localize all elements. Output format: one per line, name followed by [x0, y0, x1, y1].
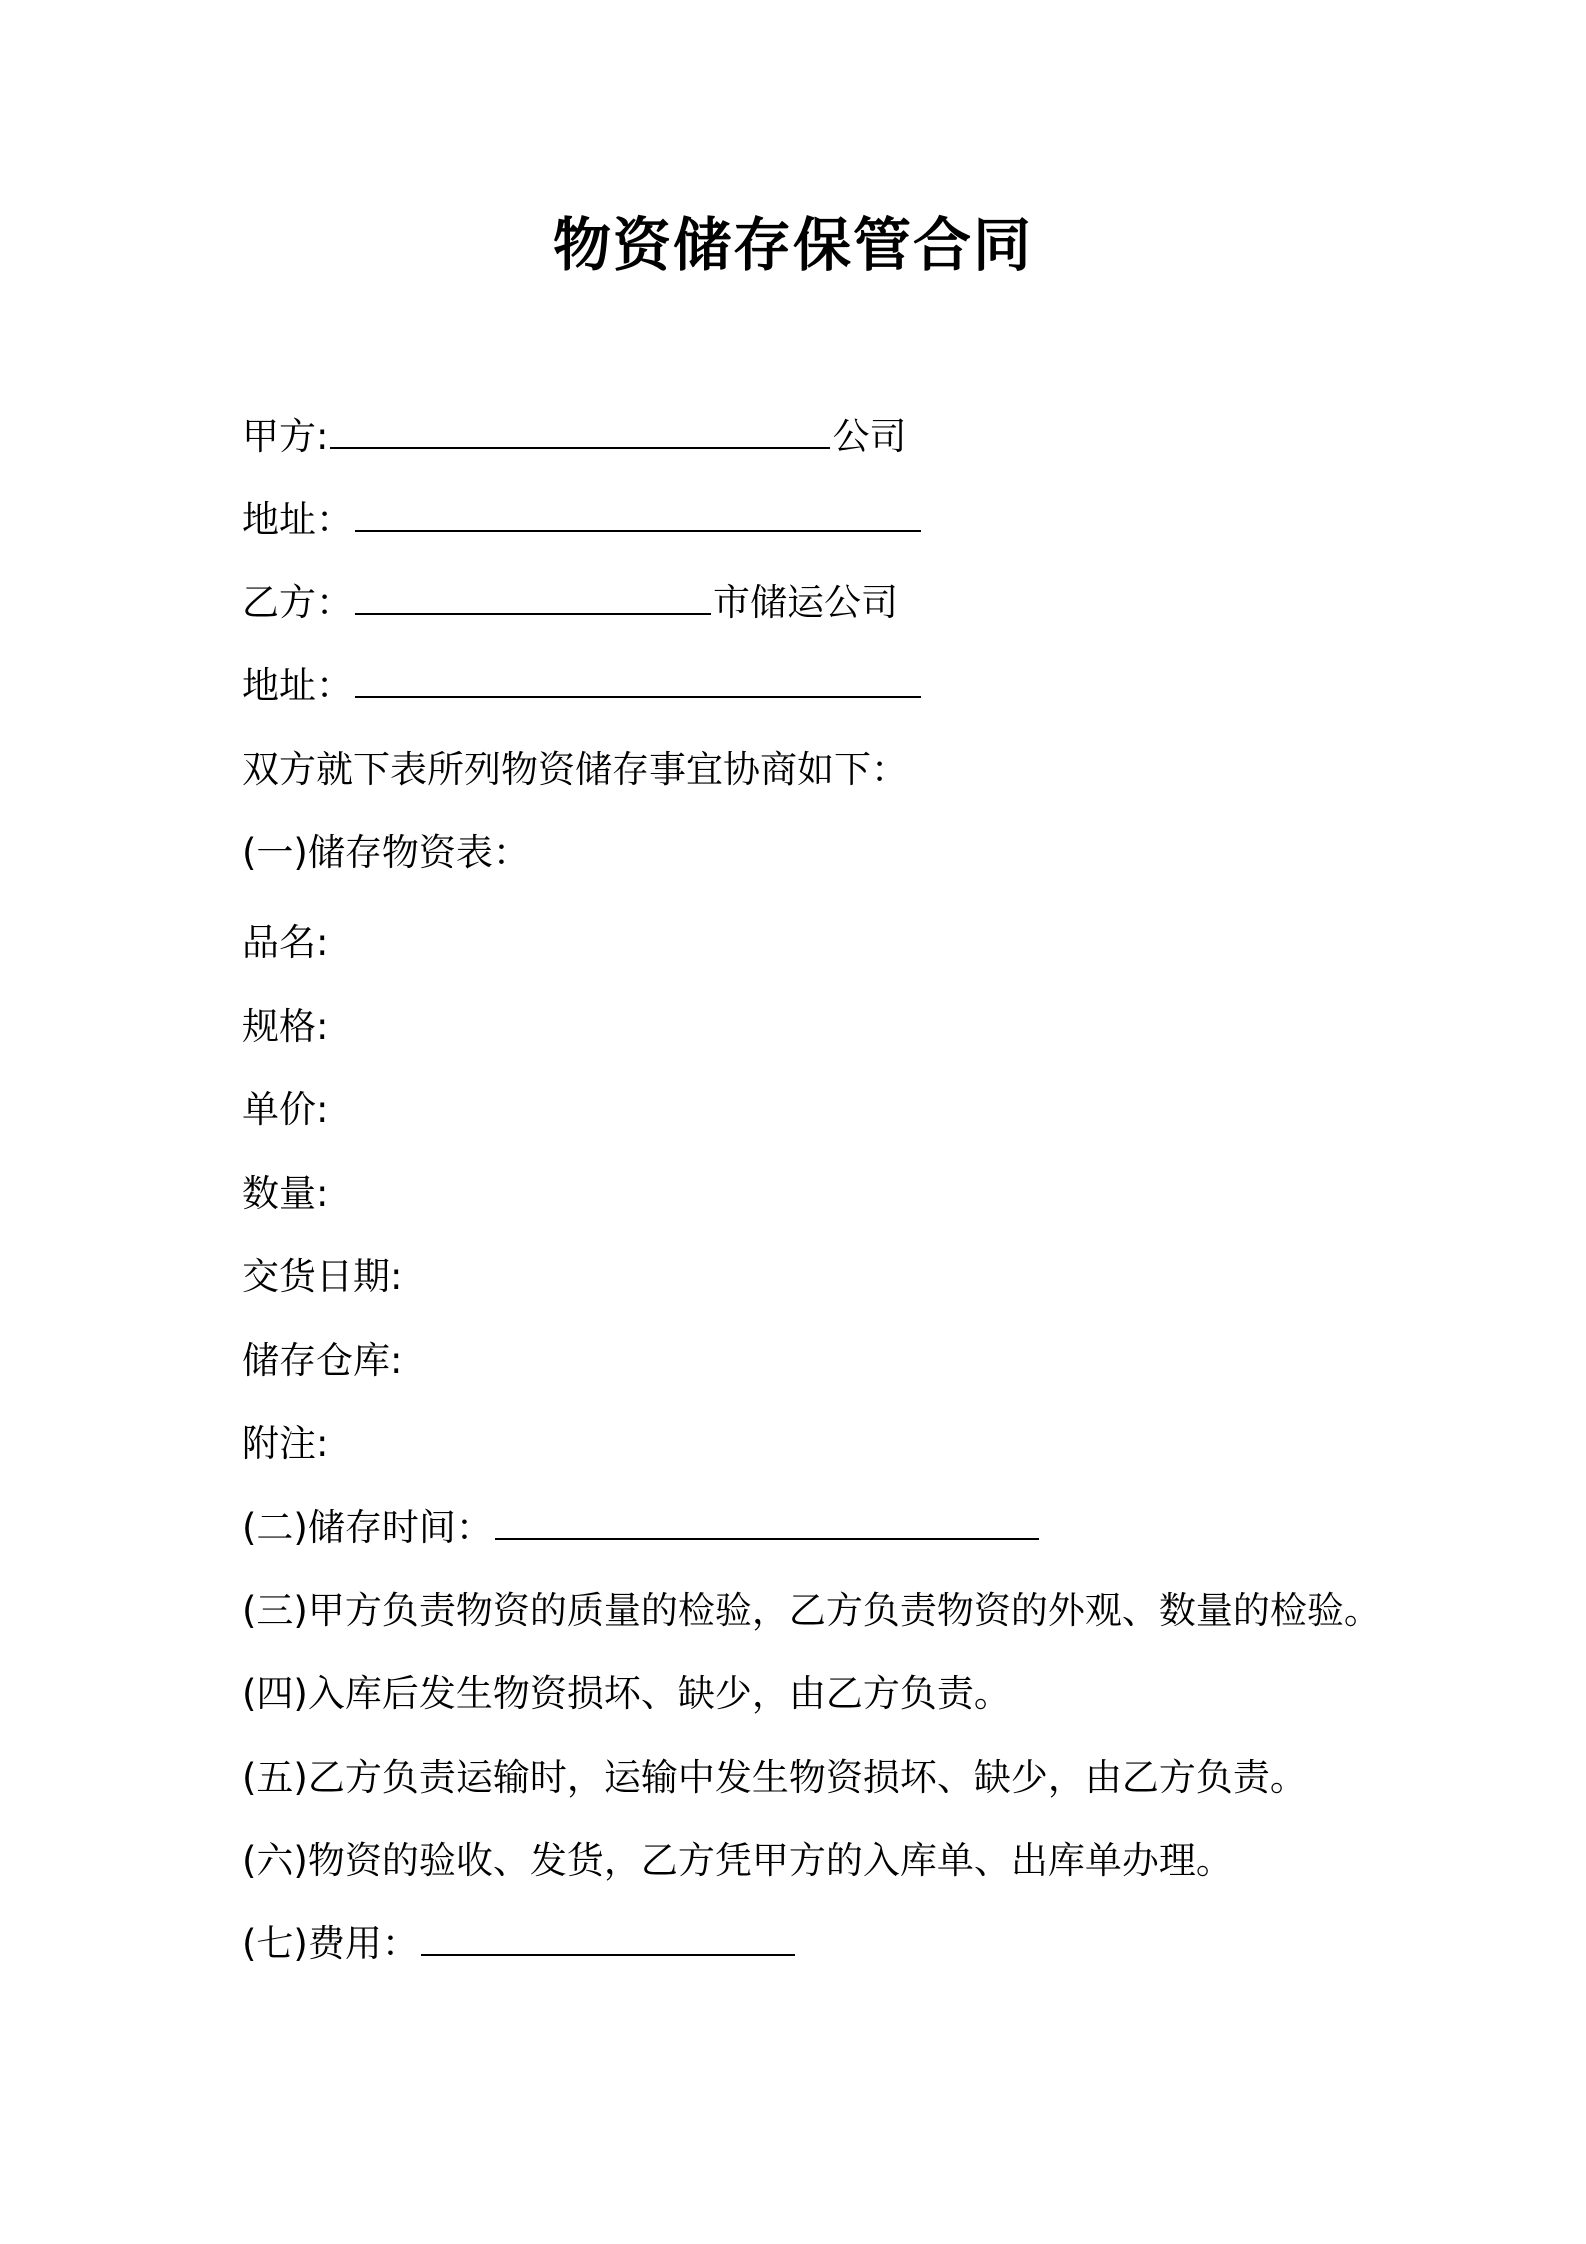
field-notes: 附注:	[242, 1422, 329, 1465]
party-b-label: 乙方：	[242, 581, 353, 624]
section-7-line	[242, 1919, 797, 1969]
field-delivery-date: 交货日期:	[242, 1255, 403, 1298]
party-a-label: 甲方:	[242, 415, 329, 458]
field-name: 品名:	[242, 921, 329, 964]
fee-blank	[421, 1920, 795, 1956]
party-b-address-blank	[355, 662, 921, 698]
field-spec: 规格:	[242, 1005, 329, 1048]
party-a-line	[242, 412, 906, 462]
document-title: 物资储存保管合同	[552, 211, 1033, 279]
section-2-label: (二)储存时间：	[242, 1506, 493, 1549]
party-a-address-blank	[355, 496, 921, 532]
field-quantity: 数量:	[242, 1172, 329, 1215]
field-unit-price: 单价:	[242, 1088, 329, 1131]
storage-time-blank	[495, 1504, 1039, 1540]
section-4-text: (四)入库后发生物资损坏、缺少，由乙方负责。	[242, 1672, 1011, 1715]
intro-text: 双方就下表所列物资储存事宜协商如下：	[242, 748, 908, 791]
party-b-suffix: 市储运公司	[713, 581, 898, 624]
section-5-text: (五)乙方负责运输时，运输中发生物资损坏、缺少，由乙方负责。	[242, 1756, 1307, 1799]
party-b-blank	[355, 579, 711, 615]
section-2-line	[242, 1503, 1041, 1553]
field-warehouse: 储存仓库:	[242, 1339, 403, 1382]
party-a-suffix: 公司	[832, 415, 907, 458]
party-b-line	[242, 578, 898, 628]
party-a-address-label: 地址：	[242, 498, 353, 541]
party-a-blank	[330, 413, 830, 449]
party-b-address-line	[242, 661, 923, 711]
party-b-address-label: 地址：	[242, 664, 353, 707]
party-a-address-line	[242, 495, 923, 545]
section-3-text: (三)甲方负责物资的质量的检验，乙方负责物资的外观、数量的检验。	[242, 1589, 1381, 1632]
section-1-heading: (一)储存物资表：	[242, 831, 530, 874]
section-7-label: (七)费用：	[242, 1922, 419, 1965]
section-6-text: (六)物资的验收、发货，乙方凭甲方的入库单、出库单办理。	[242, 1839, 1233, 1882]
